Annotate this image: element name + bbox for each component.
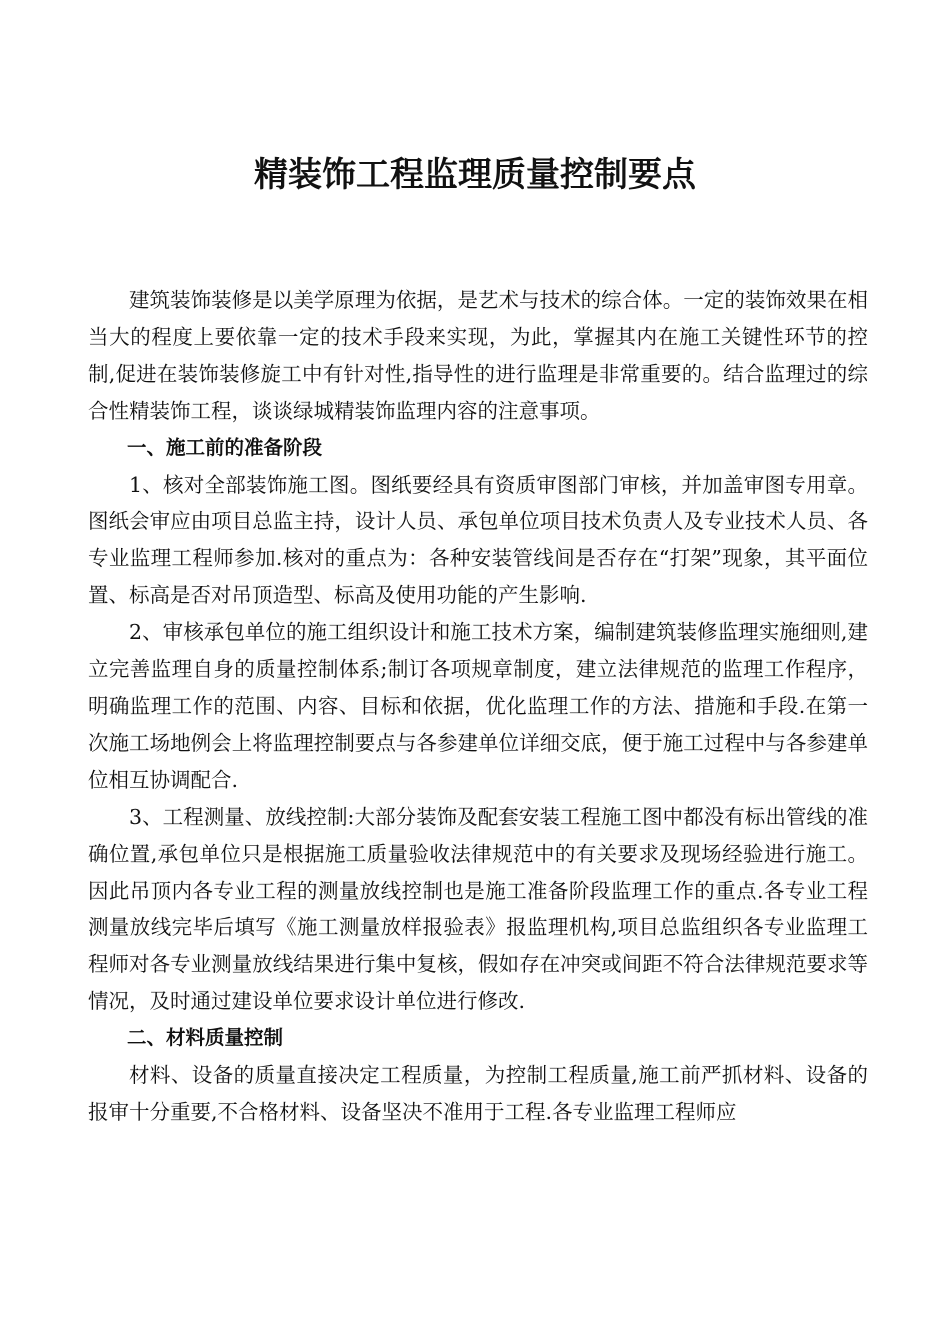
paragraph-item-3: 3、工程测量、放线控制:大部分装饰及配套安装工程施工图中都没有标出管线的准确位置,承包单位只是根据施工质量验收法律规范中的有关要求及现场经验进行施工。因此吊顶内各专业工程的测量放线控制也是施工准备阶段监理工作的重点.各专业工程测量放线完毕后填写《施工测量放样报验表》报监理机构,项目总监组织各专业监理工程师对各专业测量放线结果进行集中复核，假如存在冲突或间距不符合法律规范要求等情况，及时通过建设单位要求设计单位进行修改. xyxy=(88,804,868,1014)
section-heading-preparation: 一、施工前的准备阶段 xyxy=(127,435,323,459)
intro-paragraph: 建筑装饰装修是以美学原理为依据，是艺术与技术的综合体。一定的装饰效果在相当大的程度上要依靠一定的技术手段来实现，为此，掌握其内在施工关键性环节的控制,促进在装饰装修旋工中有针对性,指导性的进行监理是非常重要的。结合监理过的综合性精装饰工程，谈谈绿城精装饰监理内容的注意事项。 xyxy=(88,288,868,423)
document-body xyxy=(88,282,868,1131)
document-title: 精装饰工程监理质量控制要点 xyxy=(254,155,696,195)
section-heading-materials: 二、材料质量控制 xyxy=(127,1026,284,1050)
paragraph-item-2: 2、审核承包单位的施工组织设计和施工技术方案，编制建筑装修监理实施细则,建立完善监理自身的质量控制体系;制订各项规章制度，建立法律规范的监理工作程序，明确监理工作的范围、内容、目标和依据，优化监理工作的方法、措施和手段.在第一次施工场地例会上将监理控制要点与各参建单位详细交底，便于施工过程中与各参建单位相互协调配合. xyxy=(88,620,868,792)
paragraph-item-1: 1、核对全部装饰施工图。图纸要经具有资质审图部门审核，并加盖审图专用章。图纸会审应由项目总监主持，设计人员、承包单位项目技术负责人及专业技术人员、各专业监理工程师参加.核对的重点为：各种安装管线间是否存在“打架”现象，其平面位置、标高是否对吊顶造型、标高及使用功能的产生影响. xyxy=(88,472,868,608)
paragraph-materials: 材料、设备的质量直接决定工程质量，为控制工程质量,施工前严抓材料、设备的报审十分重要,不合格材料、设备坚决不准用于工程.各专业监理工程师应 xyxy=(88,1063,868,1124)
